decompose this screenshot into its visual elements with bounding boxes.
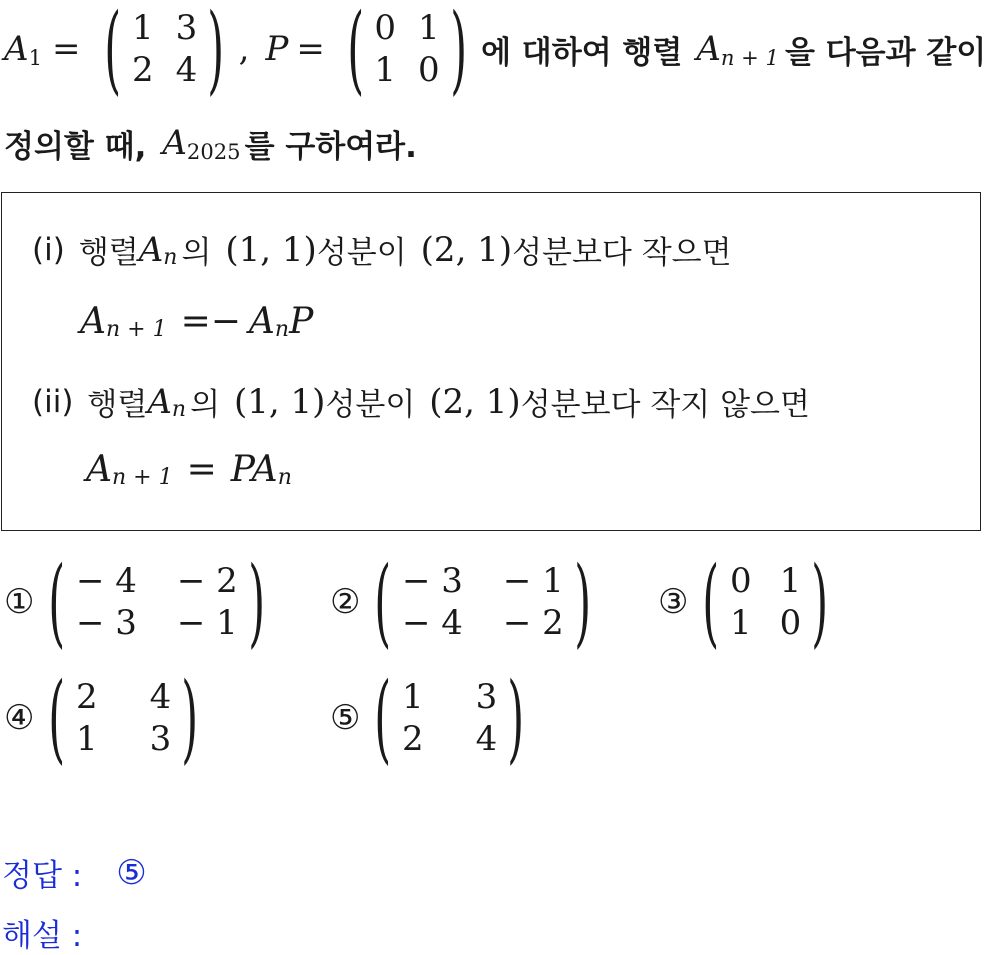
- choice-3[interactable]: [658, 546, 843, 658]
- explanation-line: [2, 910, 82, 955]
- equals-sign: =: [296, 29, 325, 69]
- problem-text: 를 구하여라.: [244, 128, 417, 165]
- choice-1-matrix: ( − 4 − 2 − 3 − 1 ): [48, 546, 265, 658]
- choice-4[interactable]: [4, 662, 213, 774]
- matrix-p-symbol: P: [265, 29, 289, 69]
- problem-line-1: [4, 0, 987, 105]
- choice-2-matrix: ( − 3 − 1 − 4 − 2 ): [374, 546, 591, 658]
- equals-sign: =: [51, 29, 81, 69]
- explanation-label: 해설 :: [2, 918, 83, 954]
- matrix-p: ( 0 1 1 0 ): [347, 0, 467, 105]
- choice-4-matrix: ( 2 4 1 3 ): [48, 662, 199, 774]
- answer-label: 정답 :: [2, 858, 83, 894]
- matrix-p-cell: 1: [374, 50, 396, 90]
- matrix-a1-symbol: A: [4, 29, 29, 69]
- matrix-p-cell: 0: [417, 50, 440, 90]
- a2025-symbol: A: [162, 123, 187, 163]
- a2025-subscript: 2025: [186, 138, 241, 164]
- matrix-a1: ( 1 3 2 4 ): [104, 0, 225, 105]
- condition-ii-text: (ii) 행렬 A n 의 (1, 1) 성분이 (2, 1) 성분보다 작지 않으면: [32, 381, 810, 423]
- condition-i-text: (i) 행렬 A n 의 (1, 1) 성분이 (2, 1) 성분보다 작으면: [32, 229, 732, 271]
- choice-5-matrix: ( 1 3 2 4 ): [374, 662, 525, 774]
- choice-5[interactable]: [330, 662, 539, 774]
- choice-4-label: ④: [4, 698, 35, 738]
- choice-1[interactable]: [4, 546, 279, 658]
- an1-subscript: n + 1: [720, 44, 779, 70]
- matrix-p-cell: 1: [417, 8, 440, 48]
- choice-2[interactable]: [330, 546, 605, 658]
- matrix-a1-cell: 3: [175, 8, 198, 48]
- problem-text: 을 다음과 같이: [784, 34, 987, 71]
- matrix-a1-subscript: 1: [28, 44, 42, 70]
- matrix-a1-cell: 1: [131, 8, 154, 48]
- an1-symbol: A: [696, 29, 721, 69]
- matrix-a1-cell: 2: [131, 50, 154, 90]
- matrix-p-cell: 0: [374, 8, 396, 48]
- an-symbol: A: [138, 229, 164, 270]
- choice-1-label: ①: [4, 582, 35, 622]
- condition-ii-label: (ii): [32, 383, 74, 420]
- answer-line: [2, 850, 147, 895]
- choice-3-label: ③: [658, 582, 689, 622]
- comma: ,: [238, 29, 250, 69]
- an-symbol: A: [147, 381, 172, 422]
- condition-box: [1, 192, 981, 531]
- problem-text: 정의할 때,: [4, 128, 147, 165]
- condition-i-label: (i): [32, 231, 65, 268]
- answer-value: ⑤: [116, 852, 147, 893]
- matrix-a1-cell: 4: [175, 50, 198, 90]
- condition-ii-formula: A n + 1 = PA n: [86, 449, 292, 491]
- choice-5-label: ⑤: [330, 698, 361, 738]
- choice-2-label: ②: [330, 582, 361, 622]
- choice-3-matrix: ( 0 1 1 0 ): [702, 546, 829, 658]
- problem-line-2: [4, 118, 417, 168]
- problem-text: 에 대하여 행렬: [481, 34, 683, 71]
- condition-i-formula: A n + 1 =− A n P: [80, 301, 314, 343]
